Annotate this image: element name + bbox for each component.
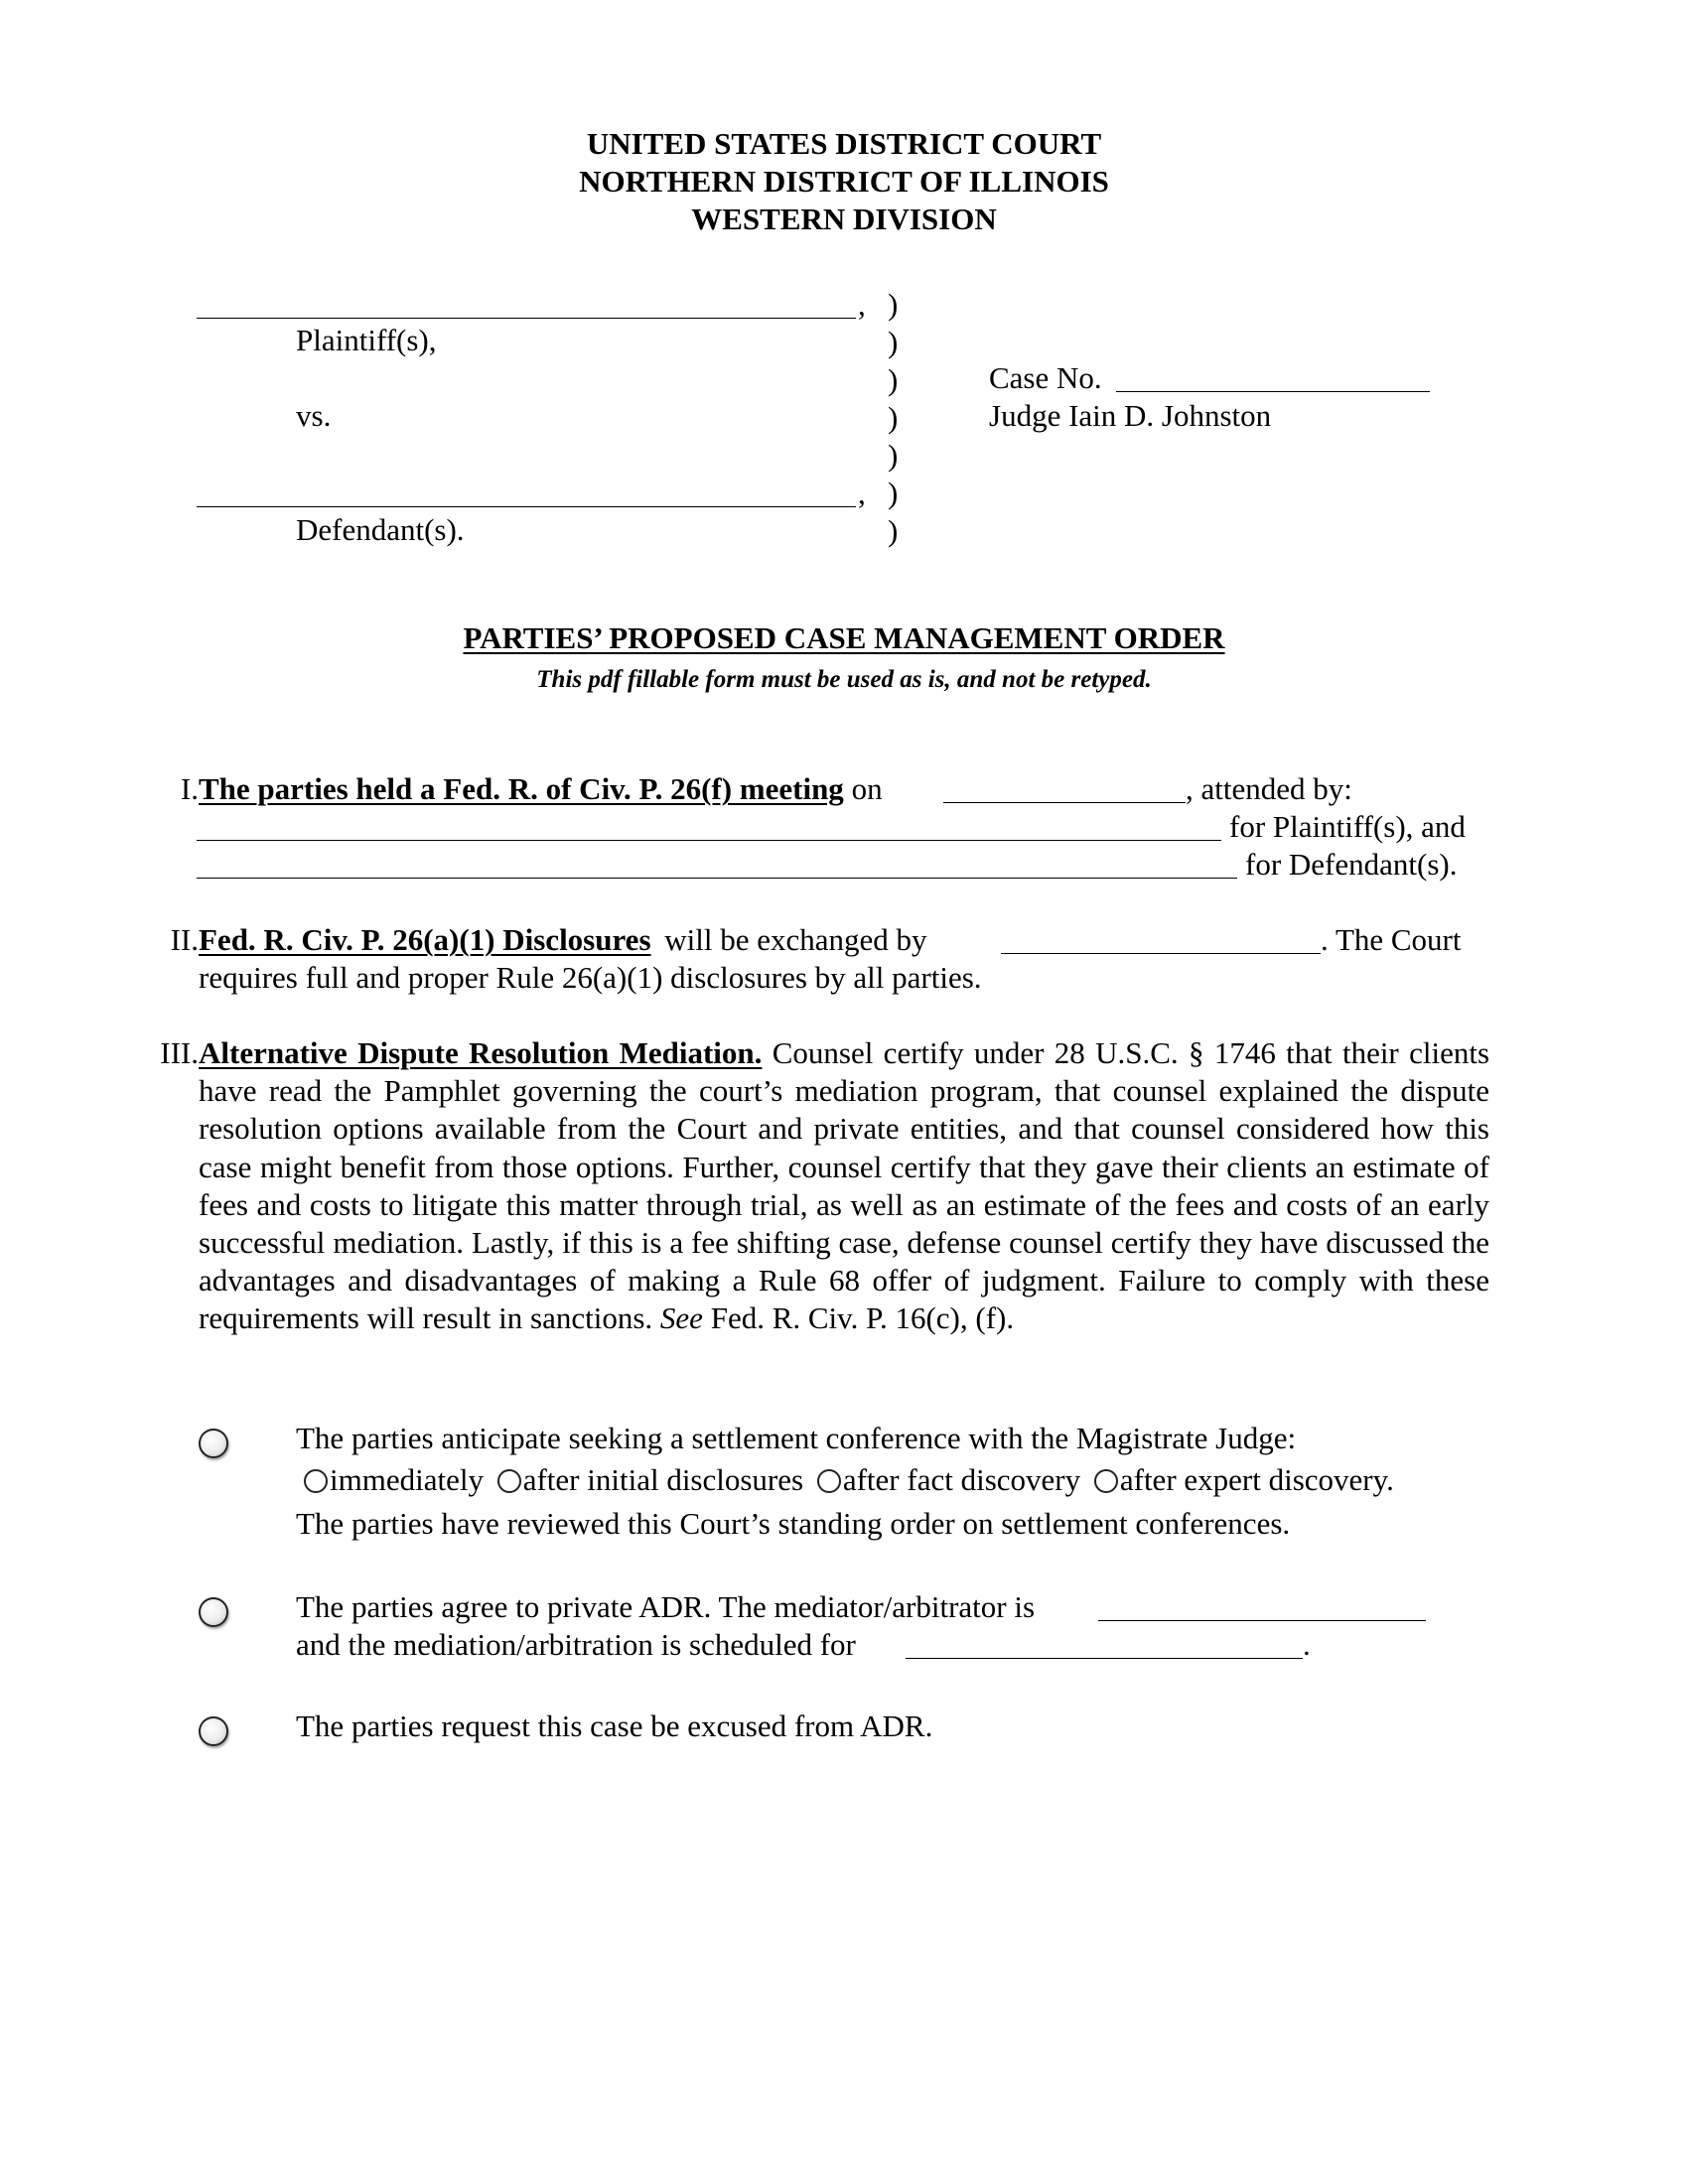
excused-adr-text: The parties request this case be excused from ADR.	[296, 1708, 933, 1743]
caption-paren: )	[888, 325, 899, 359]
court-district: NORTHERN DISTRICT OF ILLINOIS	[579, 164, 1109, 199]
timing-option-fact-discovery[interactable]	[817, 1462, 1080, 1497]
timing-immediately-label: immediately	[330, 1462, 484, 1497]
section-1-heading: The parties held a Fed. R. of Civ. P. 26(f) meeting	[199, 771, 844, 806]
plaintiff-name-field[interactable]	[197, 318, 856, 319]
section-1-number: I.	[180, 771, 199, 806]
private-adr-radio[interactable]	[199, 1597, 228, 1627]
defendant-name-field[interactable]	[197, 506, 856, 507]
section-3-cite: Fed. R. Civ. P. 16(c), (f).	[710, 1300, 1015, 1336]
caption-comma: ,	[858, 287, 866, 322]
timing-option-initial-disclosures[interactable]	[497, 1462, 803, 1497]
timing-fact-discovery-label: after fact discovery	[842, 1462, 1081, 1497]
caption-comma: ,	[858, 476, 866, 510]
section-2-text: will be exchanged by	[664, 922, 927, 957]
judge-name: Judge Iain D. Johnston	[989, 398, 1272, 433]
private-adr-text2: and the mediation/arbitration is scheduled for	[296, 1627, 856, 1662]
timing-expert-discovery-label: after expert discovery.	[1119, 1462, 1394, 1497]
caption-paren: )	[888, 513, 899, 548]
caption-paren: )	[888, 438, 899, 473]
settlement-conference-text: The parties anticipate seeking a settlement conference with the Magistrate Judge:	[296, 1421, 1297, 1455]
section-1-for-plaintiffs: for Plaintiff(s), and	[1229, 809, 1466, 844]
timing-fact-discovery-radio[interactable]	[817, 1469, 841, 1493]
disclosures-date-field[interactable]	[1001, 953, 1321, 954]
form-title: PARTIES’ PROPOSED CASE MANAGEMENT ORDER	[463, 620, 1225, 655]
timing-initial-disclosures-radio[interactable]	[497, 1469, 521, 1493]
timing-initial-disclosures-label: after initial disclosures	[522, 1462, 804, 1497]
excused-adr-radio[interactable]	[199, 1716, 228, 1746]
private-adr-text: The parties agree to private ADR. The mediator/arbitrator is	[296, 1589, 1036, 1624]
form-subtitle: This pdf fillable form must be used as is, and not be retyped.	[536, 666, 1152, 693]
caption-paren: )	[888, 476, 899, 510]
mediation-date-field[interactable]	[906, 1658, 1303, 1659]
section-1-on: on	[851, 771, 883, 806]
court-name: UNITED STATES DISTRICT COURT	[586, 126, 1102, 161]
timing-option-expert-discovery[interactable]	[1094, 1462, 1394, 1497]
case-no-field[interactable]	[1116, 391, 1430, 392]
caption-paren: )	[888, 287, 899, 322]
section-1-for-defendants: for Defendant(s).	[1245, 847, 1458, 882]
settlement-standing-order-note: The parties have reviewed this Court’s standing order on settlement conferences.	[296, 1506, 1291, 1541]
section-3-body: Counsel certify under 28 U.S.C. § 1746 that their clients have read the Pamphlet governing the court’s mediation program, that counsel explained the dispute resolution options available from the Court and private entities, and that counsel considered how this case might benefit from those options. Further, counsel certify that they gave their clients an estimate of fees and costs to litigate this matter through trial, as well as an estimate of the fees and costs of an early successful mediation. Lastly, if this is a fee shifting case, defense counsel certify they have discussed the advantages and disadvantages of making a Rule 68 offer of judgment. Failure to comply with these requirements will result in sanctions.	[199, 1035, 1490, 1336]
timing-immediately-radio[interactable]	[304, 1469, 328, 1493]
section-2-heading: Fed. R. Civ. P. 26(a)(1) Disclosures	[199, 922, 651, 957]
caption-paren: )	[888, 400, 899, 435]
meeting-date-field[interactable]	[943, 802, 1186, 803]
settlement-conference-radio[interactable]	[199, 1429, 228, 1458]
defendant-label: Defendant(s).	[296, 512, 465, 547]
court-division: WESTERN DIVISION	[691, 202, 997, 236]
section-3-number: III.	[160, 1035, 199, 1070]
section-1-attended-by: , attended by:	[1186, 771, 1352, 806]
settlement-timing-options	[304, 1461, 1394, 1499]
defendant-counsel-field[interactable]	[197, 878, 1237, 879]
private-adr-period: .	[1303, 1627, 1311, 1662]
timing-expert-discovery-radio[interactable]	[1094, 1469, 1118, 1493]
plaintiff-counsel-field[interactable]	[197, 840, 1221, 841]
section-3-see: See	[659, 1300, 703, 1336]
section-2-line2: requires full and proper Rule 26(a)(1) disclosures by all parties.	[199, 960, 982, 995]
mediator-field[interactable]	[1098, 1620, 1426, 1621]
section-3-paragraph	[199, 1034, 1489, 1338]
vs-label: vs.	[296, 398, 332, 433]
section-3-heading: Alternative Dispute Resolution Mediation.	[199, 1035, 763, 1070]
plaintiff-label: Plaintiff(s),	[296, 323, 437, 357]
caption-paren: )	[888, 362, 899, 397]
case-no-label: Case No.	[989, 360, 1102, 395]
section-2-court-text: . The Court	[1321, 922, 1462, 957]
timing-option-immediately[interactable]	[304, 1462, 484, 1497]
section-2-number: II.	[170, 922, 199, 957]
